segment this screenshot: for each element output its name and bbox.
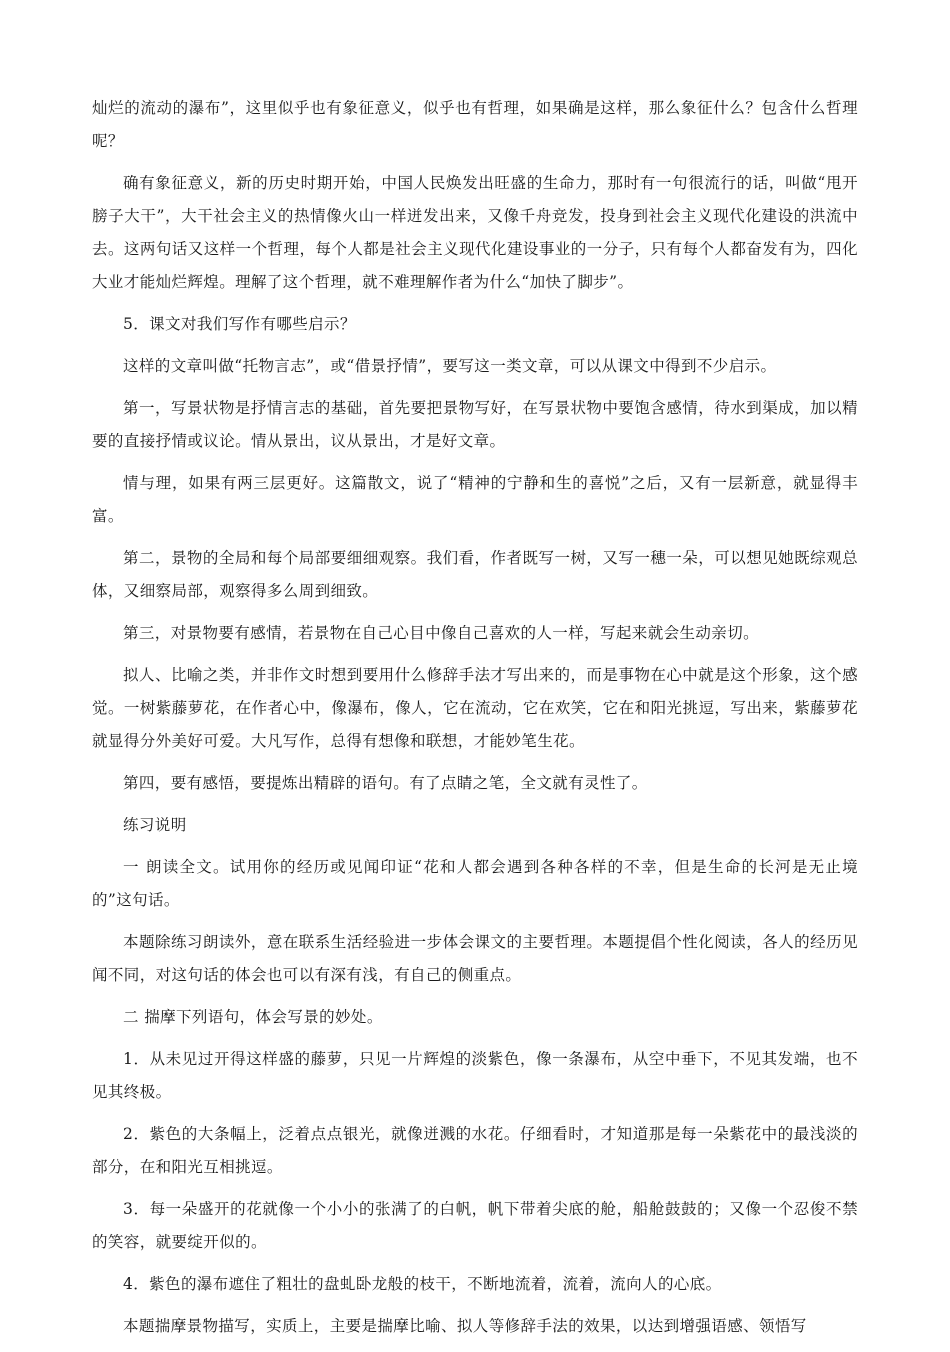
paragraph: 本题揣摩景物描写，实质上，主要是揣摩比喻、拟人等修辞手法的效果，以达到增强语感、领悟写 xyxy=(123,1317,807,1335)
exercise-item: 一 朗读全文。试用你的经历或见闻印证“花和人都会遇到各种各样的不幸，但是生命的长河是无止境的”这句话。 xyxy=(92,858,858,909)
paragraph: 第四，要有感悟，要提炼出精辟的语句。有了点睛之笔，全文就有灵性了。 xyxy=(123,774,648,792)
paragraph: 第二，景物的全局和每个局部要细细观察。我们看，作者既写一树，又写一穗一朵，可以想见她既综观总体，又细察局部，观察得多么周到细致。 xyxy=(92,549,858,600)
paragraph: 灿烂的流动的瀑布”，这里似乎也有象征意义，似乎也有哲理，如果确是这样，那么象征什么？包含什么哲理呢？ xyxy=(92,99,858,150)
paragraph: 拟人、比喻之类，并非作文时想到要用什么修辞手法才写出来的，而是事物在心中就是这个形象，这个感觉。一树紫藤萝花，在作者心中，像瀑布，像人，它在流动，它在欢笑，它在和阳光挑逗，写出来，紫藤萝花就显得分外美好可爱。大凡写作，总得有想像和联想，才能妙笔生花。 xyxy=(92,666,858,750)
list-item: 1．从未见过开得这样盛的藤萝，只见一片辉煌的淡紫色，像一条瀑布，从空中垂下，不见其发端，也不见其终极。 xyxy=(92,1050,858,1101)
paragraph: 确有象征意义，新的历史时期开始，中国人民焕发出旺盛的生命力，那时有一句很流行的话，叫做“甩开膀子大干”，大干社会主义的热情像火山一样迸发出来，又像千舟竞发，投身到社会主义现代化建设的洪流中去。这两句话又这样一个哲理，每个人都是社会主义现代化建设事业的一分子，只有每个人都奋发有为，四化大业才能灿烂辉煌。理解了这个哲理，就不难理解作者为什么“加快了脚步”。 xyxy=(92,174,858,291)
paragraph: 情与理，如果有两三层更好。这篇散文，说了“精神的宁静和生的喜悦”之后，又有一层新意，就显得丰富。 xyxy=(92,474,858,525)
paragraph: 第三，对景物要有感情，若景物在自己心目中像自己喜欢的人一样，写起来就会生动亲切。 xyxy=(123,624,760,642)
paragraph: 这样的文章叫做“托物言志”，或“借景抒情”，要写这一类文章，可以从课文中得到不少启示。 xyxy=(123,357,777,375)
list-item: 2．紫色的大条幅上，泛着点点银光，就像迸溅的水花。仔细看时，才知道那是每一朵紫花中的最浅淡的部分，在和阳光互相挑逗。 xyxy=(92,1125,858,1176)
section-heading: 练习说明 xyxy=(123,816,187,834)
list-item: 4．紫色的瀑布遮住了粗壮的盘虬卧龙般的枝干，不断地流着，流着，流向人的心底。 xyxy=(123,1275,722,1293)
paragraph: 5．课文对我们写作有哪些启示？ xyxy=(123,315,356,333)
exercise-item: 二 揣摩下列语句，体会写景的妙处。 xyxy=(123,1008,383,1026)
paragraph: 第一，写景状物是抒情言志的基础，首先要把景物写好，在写景状物中要饱含感情，待水到渠成，加以精要的直接抒情或议论。情从景出，议从景出，才是好文章。 xyxy=(92,399,858,450)
document-page xyxy=(92,92,858,1352)
list-item: 3．每一朵盛开的花就像一个小小的张满了的白帆，帆下带着尖底的舱，船舱鼓鼓的；又像一个忍俊不禁的笑容，就要绽开似的。 xyxy=(92,1200,858,1251)
paragraph: 本题除练习朗读外，意在联系生活经验进一步体会课文的主要哲理。本题提倡个性化阅读，各人的经历见闻不同，对这句话的体会也可以有深有浅，有自己的侧重点。 xyxy=(92,933,858,984)
